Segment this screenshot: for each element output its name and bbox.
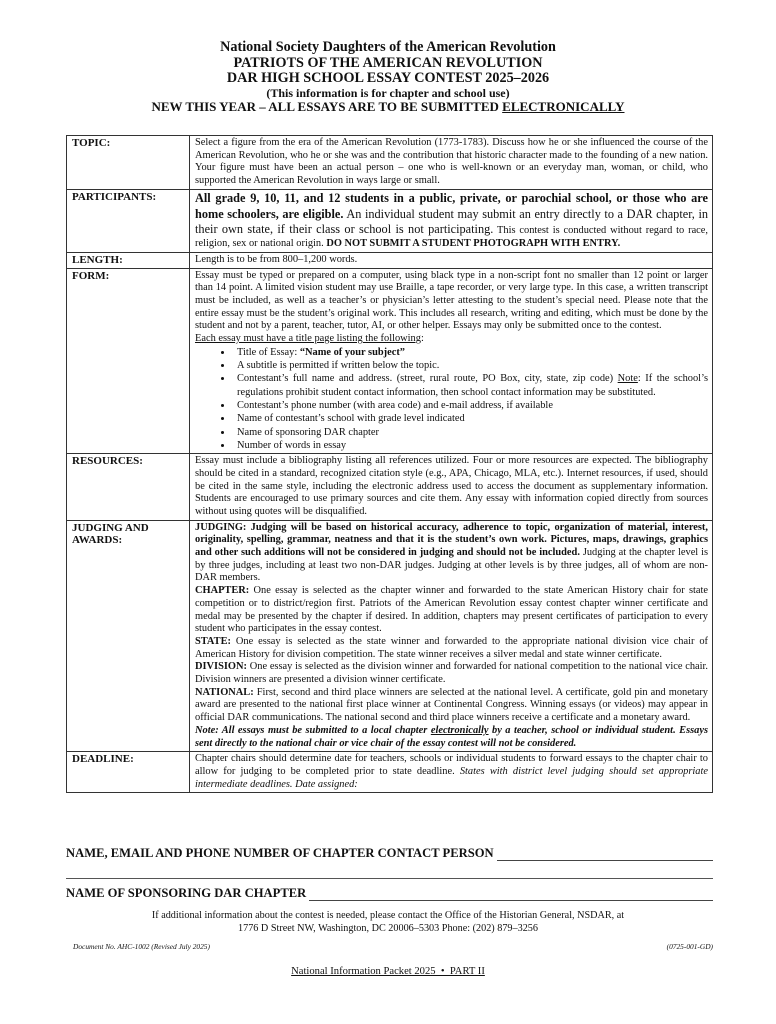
row-label: LENGTH:	[67, 252, 190, 268]
row-topic	[67, 136, 713, 190]
deadline-italic: States with district level judging should set appropriate intermediate deadlines. Date assigned:	[195, 765, 708, 790]
title-page-intro-text: Each essay must have a title page listing the following	[195, 333, 421, 345]
chapter-award	[195, 585, 708, 636]
judging-bold: JUDGING: Judging will be based on historical accuracy, adherence to topic, organization of material, interest, originality, spelling, grammar, neatness and that it is the student’s own work. Pictures, maps, drawings, graphics and other such additions will not be considered in judging and should not be included.	[195, 521, 708, 559]
sponsoring-chapter-blank[interactable]	[309, 888, 713, 901]
level-label: CHAPTER:	[195, 585, 250, 597]
list-item: • A subtitle is permitted if written below the topic.	[233, 359, 708, 372]
item-bold: “Name of your subject”	[299, 346, 405, 358]
list-item	[233, 346, 708, 359]
row-label: DEADLINE:	[67, 752, 190, 793]
org-name: National Society Daughters of the American Revolution	[220, 39, 556, 55]
level-text: One essay is selected as the chapter winner and forwarded to the state American History chair for state competition or to district/region first. Patriots of the American Revolution essay contest chapter winner certificate and medal may be presented by the chapter if desired. In addition, chapters may present certificates of participation to every student who participates in the essay contest.	[195, 585, 708, 635]
row-content	[190, 520, 713, 752]
row-judging	[67, 520, 713, 752]
contact-line: If additional information about the contest is needed, please contact the Office of the Historian General, NSDAR, at	[151, 910, 625, 921]
photo-warning: DO NOT SUBMIT A STUDENT PHOTOGRAPH WITH ENTRY.	[326, 238, 621, 250]
sponsoring-chapter-field[interactable]	[66, 886, 713, 901]
new-this-year-notice	[0, 100, 776, 114]
row-deadline	[67, 752, 713, 793]
level-label: STATE:	[195, 635, 231, 647]
document-code: (0725-001-GD)	[666, 942, 713, 951]
row-content	[190, 752, 713, 793]
row-content	[190, 190, 713, 253]
level-text: First, second and third place winners are selected at the national level. A certificate, gold pin and monetary award are presented to the national first place winner at Continental Congress. Winning essays (or videos) may appear in official DAR communications. The national second and third place winners receive a certificate and a monetary award.	[195, 686, 708, 724]
state-award	[195, 636, 708, 661]
form-text: Essay must be typed or prepared on a computer, using black type in a non-script font no smaller than 12 point or larger than 14 point. A limited vision student may use Braille, a tape recorder, or very large type. In this case, a written transcript must be included, as well as a teacher’s or physician’s letter attesting to the student’s special need. Please note that the entire essay must be the student’s original work. This includes all research, writing and editing, which must be done by the student and not by a parent, teacher, tutor, AI, or other helper. Essays may only be submitted once to the contest.	[195, 269, 708, 332]
submission-note	[195, 725, 708, 750]
row-label: PARTICIPANTS:	[67, 190, 190, 253]
eligibility-text: An individual student may submit an entry directly to a DAR chapter, in their own state, if their class or school is not participating.	[195, 206, 709, 237]
judging-text: Judging at the chapter level is by three judges, including at least two non-DAR judges. Judging at other levels is by three judges, all of whom are non-DAR members.	[195, 547, 708, 584]
document-header	[0, 40, 776, 114]
packet-label: National Information Packet 2025 • PART II	[291, 966, 485, 977]
list-item: • Contestant’s phone number (with area code) and e-mail address, if available	[233, 399, 708, 412]
contest-rules-table	[66, 135, 713, 793]
document-number: Document No. AHC-1002 (Revised July 2025)	[73, 942, 210, 951]
level-text: One essay is selected as the state winner and forwarded to the appropriate national division vice chair of American History for division competition. The state winner receives a silver medal and state winner certificate.	[195, 635, 708, 660]
row-form	[67, 268, 713, 454]
level-text: One essay is selected as the division winner and forwarded for national competition to the national vice chair. Division winners are presented a division winner certificate.	[195, 661, 708, 686]
note-text: Note: All essays must be submitted to a local chapter	[195, 724, 431, 736]
row-content: Essay must include a bibliography listing all references utilized. Four or more resources are expected. The bibliography should be cited in a standard, recognized citation style (e.g., APA, Chicago, MLA, etc.). Internet resources, if used, should be cited in the same style, including the electronic address used to access the document as supplementary information. Students are encouraged to use primary sources and cite them. Any essay with information copied directly from sources without using quotes will be disqualified.	[190, 454, 713, 521]
eligibility-bold: All grade 9, 10, 11, and 12 students in a public, private, or parochial school, or those who are home schoolers, are eligible.	[195, 191, 708, 221]
title-page-intro	[195, 333, 708, 346]
national-award	[195, 687, 708, 725]
address-line: 1776 D Street NW, Washington, DC 20006–5303 Phone: (202) 879–3256	[238, 922, 538, 934]
item-text: Contestant’s full name and address. (street, rural route, PO Box, city, state, zip code)	[237, 373, 618, 385]
contest-title: PATRIOTS OF THE AMERICAN REVOLUTION	[233, 54, 543, 71]
judging-criteria	[195, 522, 708, 586]
row-content: Select a figure from the era of the American Revolution (1773-1783). Discuss how he or she influenced the course of the American Revolution, who he or she was and the contribution that historic character made to the founding of a new nation. Your figure must have been an actual person – one who is well-known or an everyday man, woman, or child, who supported the American Revolution in ways large or small.	[190, 136, 713, 190]
colon: :	[420, 333, 424, 345]
usage-note: (This information is for chapter and school use)	[266, 85, 510, 100]
division-award	[195, 661, 708, 686]
level-label: NATIONAL:	[195, 686, 254, 698]
row-label: FORM:	[67, 268, 190, 454]
list-item: • Name of contestant’s school with grade level indicated	[233, 412, 708, 425]
list-item: • Name of sponsoring DAR chapter	[233, 426, 708, 439]
title-page-list	[195, 346, 708, 452]
row-resources	[67, 454, 713, 521]
level-label: DIVISION:	[195, 661, 247, 673]
notice-emphasis: ELECTRONICALLY	[502, 99, 625, 114]
note-emphasis: electronically	[430, 724, 489, 736]
note-text: by a teacher, school or individual student. Essays sent directly to the national chair or vice chair of the essay contest will not be considered.	[195, 724, 709, 749]
contact-person-blank-continued[interactable]	[66, 878, 713, 879]
item-text: : If the school’s regulations prohibit student contact information, then school contact information may be substituted.	[237, 373, 708, 398]
notice-text: NEW THIS YEAR – ALL ESSAYS ARE TO BE SUBMITTED	[151, 99, 503, 114]
contact-person-field[interactable]	[66, 846, 713, 861]
nondiscrimination-text: This contest is conducted without regard to race, religion, sex or national origin.	[195, 225, 709, 250]
deadline-text: Chapter chairs should determine date for teachers, schools or individual students to forward essays to the chapter chair to allow for judging to be completed prior to state deadline.	[195, 753, 708, 777]
row-label: TOPIC:	[67, 136, 190, 190]
row-content	[190, 268, 713, 454]
item-text: Title of Essay:	[237, 346, 300, 358]
contact-info	[0, 910, 776, 935]
row-participants	[67, 190, 713, 253]
contact-person-label: NAME, EMAIL AND PHONE NUMBER OF CHAPTER CONTACT PERSON	[66, 846, 494, 860]
row-label: RESOURCES:	[67, 454, 190, 521]
contest-subtitle: DAR HIGH SCHOOL ESSAY CONTEST 2025–2026	[226, 70, 550, 86]
list-item	[233, 372, 708, 399]
packet-footer	[0, 966, 776, 977]
row-label: JUDGING AND AWARDS:	[67, 520, 190, 752]
sponsoring-chapter-label: NAME OF SPONSORING DAR CHAPTER	[66, 886, 307, 900]
row-length	[67, 252, 713, 268]
item-note: Note	[617, 373, 638, 385]
row-content: Length is to be from 800–1,200 words.	[190, 252, 713, 268]
contact-person-blank[interactable]	[497, 848, 713, 861]
list-item: • Number of words in essay	[233, 439, 708, 452]
